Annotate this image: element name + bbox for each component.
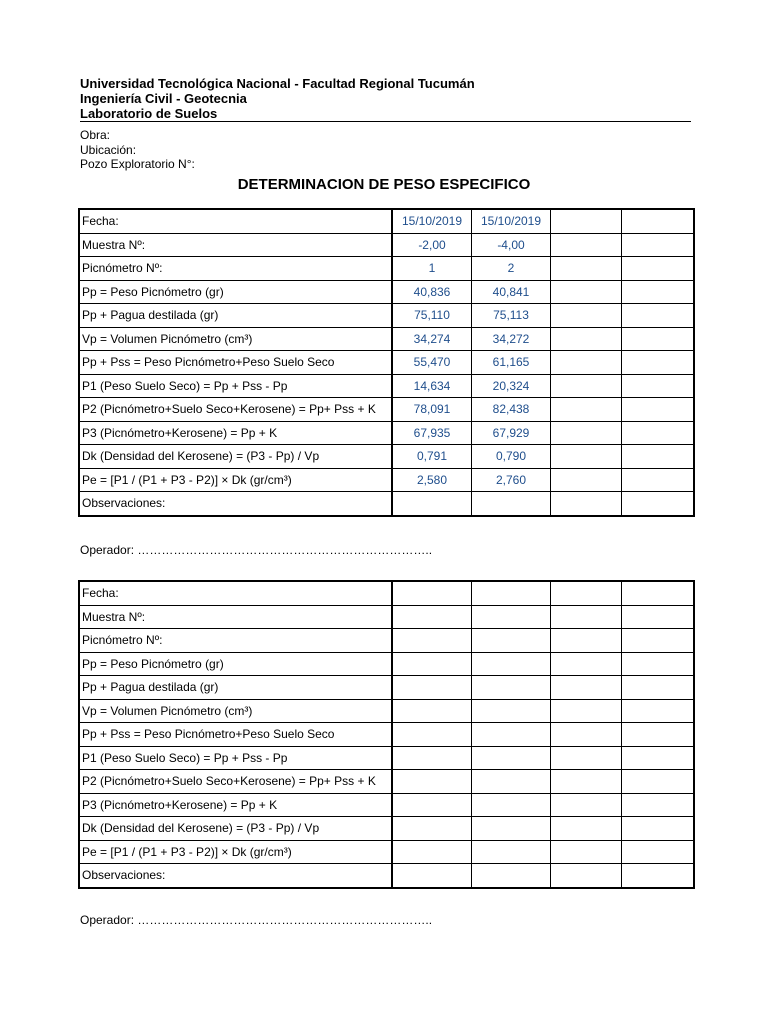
sample-4-value (622, 699, 695, 723)
table-row (79, 581, 694, 605)
sample-4-value (622, 304, 695, 328)
sample-3-value (551, 421, 622, 445)
sample-3-value (551, 398, 622, 422)
sample-2-value: 0,790 (472, 445, 551, 469)
sample-2-value (472, 699, 551, 723)
sample-1-value (392, 864, 472, 888)
sample-4-value (622, 652, 695, 676)
sample-2-value (472, 864, 551, 888)
document-header (80, 76, 691, 122)
row-label: P1 (Peso Suelo Seco) = Pp + Pss - Pp (79, 746, 392, 770)
sample-3-value (551, 629, 622, 653)
sample-2-value (472, 817, 551, 841)
sample-3-value (551, 327, 622, 351)
sample-2-value: 67,929 (472, 421, 551, 445)
test-table-1 (78, 208, 695, 517)
sample-2-value (472, 652, 551, 676)
sample-2-value: 75,113 (472, 304, 551, 328)
sample-3-value (551, 605, 622, 629)
sample-3-value (551, 770, 622, 794)
sample-2-value (472, 840, 551, 864)
row-label: Picnómetro Nº: (79, 629, 392, 653)
table-row (79, 746, 694, 770)
sample-4-value (622, 746, 695, 770)
sample-3-value (551, 793, 622, 817)
table-row (79, 652, 694, 676)
row-label: Pp = Peso Picnómetro (gr) (79, 652, 392, 676)
sample-1-value: 1 (392, 257, 472, 281)
sample-2-value: 40,841 (472, 280, 551, 304)
row-label: Pp + Pss = Peso Picnómetro+Peso Suelo Seco (79, 351, 392, 375)
sample-1-value: 67,935 (392, 421, 472, 445)
table-row (79, 492, 694, 516)
ubicacion-label: Ubicación: (80, 142, 137, 157)
sample-4-value (622, 257, 695, 281)
sample-4-value (622, 840, 695, 864)
row-label: Vp = Volumen Picnómetro (cm³) (79, 327, 392, 351)
table-row (79, 445, 694, 469)
university-name: Universidad Tecnológica Nacional - Facultad Regional Tucumán (80, 76, 475, 91)
sample-3-value (551, 280, 622, 304)
table-row (79, 864, 694, 888)
table-row (79, 327, 694, 351)
sample-4-value (622, 629, 695, 653)
sample-3-value (551, 257, 622, 281)
sample-4-value (622, 492, 695, 516)
table-row (79, 351, 694, 375)
obra-label: Obra: (80, 128, 111, 142)
sample-4-value (622, 723, 695, 747)
sample-1-value: 0,791 (392, 445, 472, 469)
operator-line-1: Operador: ……………………………………………………………….. (80, 543, 433, 557)
row-label: Pp + Pss = Peso Picnómetro+Peso Suelo Seco (79, 723, 392, 747)
table-row (79, 605, 694, 629)
row-label: P2 (Picnómetro+Suelo Seco+Kerosene) = Pp+ Pss + K (79, 398, 392, 422)
sample-1-value (392, 581, 472, 605)
sample-3-value (551, 864, 622, 888)
sample-2-value: 2,760 (472, 468, 551, 492)
sample-1-value (392, 492, 472, 516)
row-label: P3 (Picnómetro+Kerosene) = Pp + K (79, 421, 392, 445)
sample-2-value (472, 581, 551, 605)
sample-2-value (472, 492, 551, 516)
table-row (79, 257, 694, 281)
table-row (79, 629, 694, 653)
sample-2-value: 82,438 (472, 398, 551, 422)
sample-1-value (392, 723, 472, 747)
page-title: DETERMINACION DE PESO ESPECIFICO (237, 176, 531, 193)
sample-2-value (472, 605, 551, 629)
sample-1-value: 15/10/2019 (392, 209, 472, 233)
sample-1-value: 78,091 (392, 398, 472, 422)
table-row (79, 304, 694, 328)
sample-2-value (472, 770, 551, 794)
sample-3-value (551, 374, 622, 398)
sample-4-value (622, 793, 695, 817)
row-label: Dk (Densidad del Kerosene) = (P3 - Pp) / Vp (79, 817, 392, 841)
row-label: Fecha: (79, 581, 392, 605)
row-label: Vp = Volumen Picnómetro (cm³) (79, 699, 392, 723)
sample-4-value (622, 351, 695, 375)
sample-1-value: 75,110 (392, 304, 472, 328)
sample-1-value (392, 629, 472, 653)
sample-4-value (622, 581, 695, 605)
row-label: Muestra Nº: (79, 605, 392, 629)
sample-1-value (392, 840, 472, 864)
sample-4-value (622, 605, 695, 629)
sample-2-value (472, 723, 551, 747)
row-label: Picnómetro Nº: (79, 257, 392, 281)
sample-4-value (622, 233, 695, 257)
sample-4-value (622, 374, 695, 398)
header-rule (80, 121, 691, 122)
sample-4-value (622, 817, 695, 841)
sample-2-value: 34,272 (472, 327, 551, 351)
test-table-2 (78, 580, 695, 889)
sample-4-value (622, 864, 695, 888)
row-label: Pe = [P1 / (P1 + P3 - P2)] × Dk (gr/cm³) (79, 840, 392, 864)
sample-3-value (551, 468, 622, 492)
sample-1-value (392, 652, 472, 676)
table-row (79, 840, 694, 864)
sample-4-value (622, 280, 695, 304)
sample-3-value (551, 581, 622, 605)
table-row (79, 817, 694, 841)
sample-1-value (392, 676, 472, 700)
table-row (79, 793, 694, 817)
sample-1-value (392, 746, 472, 770)
sample-2-value (472, 746, 551, 770)
table-row (79, 209, 694, 233)
sample-3-value (551, 233, 622, 257)
sample-2-value (472, 629, 551, 653)
sample-3-value (551, 445, 622, 469)
sample-2-value: -4,00 (472, 233, 551, 257)
sample-4-value (622, 327, 695, 351)
project-meta (80, 128, 195, 172)
sample-3-value (551, 723, 622, 747)
row-label: Fecha: (79, 209, 392, 233)
lab-name: Laboratorio de Suelos (80, 106, 218, 121)
sample-2-value: 2 (472, 257, 551, 281)
sample-1-value: 2,580 (392, 468, 472, 492)
row-label: Muestra Nº: (79, 233, 392, 257)
sample-3-value (551, 652, 622, 676)
sample-1-value: 34,274 (392, 327, 472, 351)
sample-3-value (551, 351, 622, 375)
row-label: P1 (Peso Suelo Seco) = Pp + Pss - Pp (79, 374, 392, 398)
sample-1-value: 55,470 (392, 351, 472, 375)
table-row (79, 421, 694, 445)
sample-3-value (551, 817, 622, 841)
sample-4-value (622, 445, 695, 469)
sample-3-value (551, 699, 622, 723)
sample-2-value: 61,165 (472, 351, 551, 375)
row-label: Pp + Pagua destilada (gr) (79, 304, 392, 328)
row-label: Observaciones: (79, 492, 392, 516)
table-row (79, 374, 694, 398)
table-row (79, 770, 694, 794)
row-label: P3 (Picnómetro+Kerosene) = Pp + K (79, 793, 392, 817)
sample-1-value (392, 817, 472, 841)
table-row (79, 723, 694, 747)
sample-3-value (551, 676, 622, 700)
table-row (79, 676, 694, 700)
sample-4-value (622, 676, 695, 700)
operator-line-2: Operador: ……………………………………………………………….. (80, 913, 433, 927)
row-label: Dk (Densidad del Kerosene) = (P3 - Pp) / Vp (79, 445, 392, 469)
sample-2-value (472, 793, 551, 817)
sample-3-value (551, 746, 622, 770)
row-label: P2 (Picnómetro+Suelo Seco+Kerosene) = Pp+ Pss + K (79, 770, 392, 794)
sample-1-value (392, 699, 472, 723)
table-row (79, 280, 694, 304)
sample-1-value: 14,634 (392, 374, 472, 398)
table-row (79, 699, 694, 723)
sample-1-value: -2,00 (392, 233, 472, 257)
sample-3-value (551, 209, 622, 233)
sample-3-value (551, 304, 622, 328)
sample-4-value (622, 468, 695, 492)
table-row (79, 468, 694, 492)
sample-1-value (392, 605, 472, 629)
sample-4-value (622, 421, 695, 445)
sample-2-value (472, 676, 551, 700)
table-row (79, 398, 694, 422)
pozo-label: Pozo Exploratorio N°: (80, 157, 195, 171)
sample-1-value (392, 793, 472, 817)
table-row (79, 233, 694, 257)
sample-1-value (392, 770, 472, 794)
row-label: Pp = Peso Picnómetro (gr) (79, 280, 392, 304)
row-label: Pe = [P1 / (P1 + P3 - P2)] × Dk (gr/cm³) (79, 468, 392, 492)
sample-1-value: 40,836 (392, 280, 472, 304)
sample-4-value (622, 770, 695, 794)
sample-3-value (551, 492, 622, 516)
row-label: Observaciones: (79, 864, 392, 888)
department-name: Ingeniería Civil - Geotecnia (80, 91, 247, 106)
sample-2-value: 15/10/2019 (472, 209, 551, 233)
sample-4-value (622, 209, 695, 233)
row-label: Pp + Pagua destilada (gr) (79, 676, 392, 700)
sample-2-value: 20,324 (472, 374, 551, 398)
sample-4-value (622, 398, 695, 422)
sample-3-value (551, 840, 622, 864)
